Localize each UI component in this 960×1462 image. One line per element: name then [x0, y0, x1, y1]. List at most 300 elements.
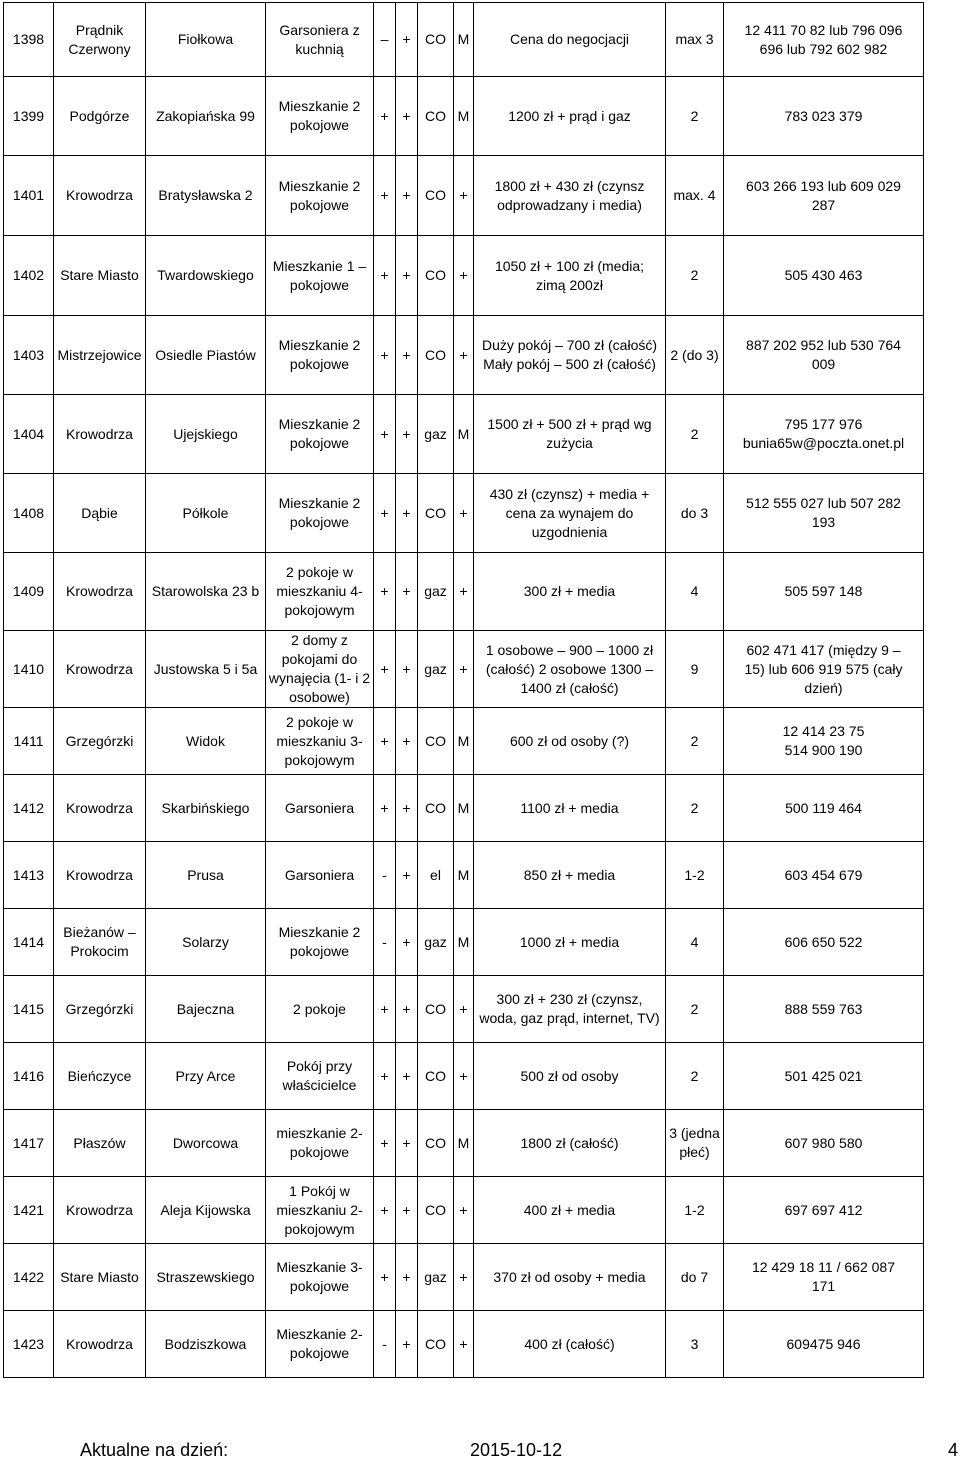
cell-listing-id: 1411 [4, 708, 54, 775]
cell-line: 602 471 417 (między 9 – [746, 641, 901, 658]
cell-mark-1: + [374, 631, 396, 708]
cell-mark-1: + [374, 976, 396, 1043]
cell-line: pokojowe [289, 1345, 350, 1361]
cell-mark-3: + [454, 1043, 474, 1110]
cell-heating: gaz [418, 1244, 454, 1311]
cell-street: Twardowskiego [146, 236, 266, 316]
cell-mark-2: + [396, 3, 418, 77]
listings-table-body [4, 3, 924, 1378]
table-row [4, 775, 924, 842]
cell-line: pokojami do [281, 651, 358, 667]
cell-mark-1: + [374, 236, 396, 316]
cell-line: pokojowym [284, 751, 355, 768]
cell-listing-id: 1421 [4, 1177, 54, 1244]
cell-line: 696 lub 792 602 982 [759, 40, 888, 57]
cell-mark-1: + [374, 474, 396, 553]
cell-line: 512 555 027 lub 507 282 [746, 495, 901, 511]
cell-mark-1: + [374, 395, 396, 474]
cell-line: płeć) [679, 1144, 710, 1160]
cell-line: mieszkaniu 4- [276, 583, 363, 599]
cell-street: Straszewskiego [146, 1244, 266, 1311]
cell-line: zimą 200zł [536, 276, 603, 293]
cell-property-type [266, 3, 374, 77]
cell-mark-3: M [454, 395, 474, 474]
cell-street: Aleja Kijowska [146, 1177, 266, 1244]
table-row [4, 316, 924, 395]
cell-district: Krowodrza [54, 775, 146, 842]
cell-listing-id: 1399 [4, 77, 54, 156]
cell-mark-1: + [374, 553, 396, 631]
cell-street: Półkole [146, 474, 266, 553]
cell-district: Krowodrza [54, 395, 146, 474]
cell-line: 300 zł + 230 zł (czynsz, [496, 991, 643, 1007]
cell-mark-1: - [374, 842, 396, 909]
cell-contact: 505 430 463 [724, 236, 924, 316]
cell-property-type [266, 1177, 374, 1244]
cell-line: Pokój przy [286, 1058, 353, 1074]
cell-mark-3: + [454, 156, 474, 236]
cell-line: Czerwony [68, 40, 131, 57]
cell-price [474, 976, 666, 1043]
cell-line: 2 pokoje w [286, 713, 353, 730]
cell-occupants: do 7 [666, 1244, 724, 1311]
cell-price: 600 zł od osoby (?) [474, 708, 666, 775]
cell-line: pokojowe [289, 1278, 350, 1294]
table-row [4, 395, 924, 474]
cell-listing-id: 1410 [4, 631, 54, 708]
cell-line: 12 411 70 82 lub 796 096 [744, 21, 903, 38]
cell-mark-3: + [454, 316, 474, 395]
cell-mark-3: + [454, 236, 474, 316]
cell-occupants: 2 [666, 236, 724, 316]
cell-property-type [266, 1244, 374, 1311]
cell-line: wynajęcia (1- i 2 [268, 670, 371, 686]
cell-property-type [266, 1311, 374, 1378]
cell-line: pokojowe [289, 276, 350, 293]
cell-heating: CO [418, 1177, 454, 1244]
cell-line: Mieszkanie 2 [278, 924, 361, 940]
cell-contact: 607 980 580 [724, 1110, 924, 1177]
cell-heating: el [418, 842, 454, 909]
cell-line: 1 osobowe – 900 – 1000 zł [485, 641, 654, 658]
cell-line: Prokocim [70, 943, 129, 959]
cell-property-type [266, 395, 374, 474]
cell-street: Bodziszkowa [146, 1311, 266, 1378]
cell-occupants: 2 [666, 708, 724, 775]
table-row [4, 631, 924, 708]
cell-contact: 783 023 379 [724, 77, 924, 156]
cell-mark-1: - [374, 1311, 396, 1378]
cell-occupants: 4 [666, 553, 724, 631]
cell-mark-1: + [374, 708, 396, 775]
cell-property-type: Garsoniera [266, 842, 374, 909]
cell-line: 2 pokoje w [286, 564, 353, 580]
cell-contact: 609475 946 [724, 1311, 924, 1378]
cell-line: Prądnik [75, 21, 124, 38]
cell-contact: 888 559 763 [724, 976, 924, 1043]
cell-street: Solarzy [146, 909, 266, 976]
cell-mark-3: + [454, 631, 474, 708]
cell-heating: CO [418, 775, 454, 842]
table-row [4, 976, 924, 1043]
cell-heating: gaz [418, 909, 454, 976]
cell-heating: CO [418, 3, 454, 77]
cell-price [474, 236, 666, 316]
cell-line: Mieszkanie 2- [276, 1326, 363, 1342]
cell-contact [724, 3, 924, 77]
cell-line: pokojowe [289, 356, 350, 372]
cell-contact [724, 156, 924, 236]
cell-property-type [266, 77, 374, 156]
cell-line: Mieszkanie 2 [278, 177, 361, 194]
cell-price: 850 zł + media [474, 842, 666, 909]
cell-line: 1500 zł + 500 zł + prąd wg [487, 416, 652, 432]
cell-price: Cena do negocjacji [474, 3, 666, 77]
cell-line: 1800 zł + 430 zł (czynsz [494, 177, 645, 194]
cell-district [54, 3, 146, 77]
cell-price: 1200 zł + prąd i gaz [474, 77, 666, 156]
table-row [4, 77, 924, 156]
cell-price [474, 474, 666, 553]
cell-district: Płaszów [54, 1110, 146, 1177]
cell-price: 400 zł + media [474, 1177, 666, 1244]
cell-mark-3: + [454, 1244, 474, 1311]
cell-listing-id: 1415 [4, 976, 54, 1043]
cell-mark-2: + [396, 775, 418, 842]
cell-property-type [266, 909, 374, 976]
cell-mark-3: M [454, 77, 474, 156]
cell-mark-3: + [454, 474, 474, 553]
cell-line: pokojowym [284, 1220, 355, 1237]
cell-heating: CO [418, 976, 454, 1043]
cell-mark-2: + [396, 1110, 418, 1177]
cell-line: 15) lub 606 919 575 (cały [744, 660, 903, 677]
table-row [4, 1110, 924, 1177]
cell-occupants: 2 [666, 77, 724, 156]
cell-street: Przy Arce [146, 1043, 266, 1110]
cell-heating: CO [418, 1311, 454, 1378]
cell-district [54, 909, 146, 976]
cell-line: pokojowe [289, 943, 350, 959]
cell-mark-1: + [374, 1043, 396, 1110]
cell-property-type [266, 708, 374, 775]
cell-contact: 697 697 412 [724, 1177, 924, 1244]
cell-heating: CO [418, 316, 454, 395]
cell-street: Fiołkowa [146, 3, 266, 77]
cell-price [474, 316, 666, 395]
cell-line: 287 [811, 196, 836, 213]
cell-district: Krowodrza [54, 156, 146, 236]
cell-mark-1: - [374, 909, 396, 976]
cell-line: kuchnią [295, 40, 344, 57]
cell-street: Ujejskiego [146, 395, 266, 474]
cell-line: pokojowe [289, 196, 350, 213]
cell-contact [724, 708, 924, 775]
page-number: 4 [948, 1440, 959, 1460]
page-footer [0, 1440, 960, 1462]
cell-mark-2: + [396, 1311, 418, 1378]
cell-line: Mieszkanie 2 [278, 98, 361, 114]
cell-line: 171 [811, 1278, 836, 1294]
cell-price: 1800 zł (całość) [474, 1110, 666, 1177]
cell-occupants: 2 [666, 395, 724, 474]
cell-listing-id: 1403 [4, 316, 54, 395]
cell-mark-2: + [396, 553, 418, 631]
cell-district: Grzegórzki [54, 976, 146, 1043]
cell-listing-id: 1401 [4, 156, 54, 236]
cell-street: Widok [146, 708, 266, 775]
cell-line: dzień) [804, 679, 843, 696]
cell-contact: 606 650 522 [724, 909, 924, 976]
cell-mark-3: + [454, 553, 474, 631]
table-row [4, 236, 924, 316]
footer-date: 2015-10-12 [470, 1440, 563, 1460]
cell-line: 795 177 976 [784, 416, 863, 432]
cell-line: odprowadzany i media) [497, 196, 642, 213]
cell-property-type: 2 pokoje [266, 976, 374, 1043]
cell-heating: CO [418, 236, 454, 316]
cell-line: pokojowe [289, 435, 350, 451]
cell-district: Stare Miasto [54, 1244, 146, 1311]
cell-mark-1: + [374, 1110, 396, 1177]
cell-mark-3: M [454, 842, 474, 909]
cell-street: Prusa [146, 842, 266, 909]
cell-line: mieszkaniu 3- [276, 732, 363, 749]
cell-mark-2: + [396, 708, 418, 775]
cell-heating: gaz [418, 631, 454, 708]
cell-line: 430 zł (czynsz) + media + [489, 485, 650, 502]
cell-mark-1: + [374, 1177, 396, 1244]
cell-district: Krowodrza [54, 631, 146, 708]
cell-line: zużycia [546, 435, 593, 451]
cell-line: Mieszkanie 2 [278, 337, 361, 353]
cell-mark-3: M [454, 708, 474, 775]
cell-listing-id: 1414 [4, 909, 54, 976]
cell-line: 603 266 193 lub 609 029 [746, 177, 901, 194]
cell-occupants: 4 [666, 909, 724, 976]
cell-mark-2: + [396, 395, 418, 474]
cell-property-type [266, 553, 374, 631]
cell-price [474, 395, 666, 474]
cell-district: Stare Miasto [54, 236, 146, 316]
cell-line: bunia65w@poczta.onet.pl [742, 435, 905, 451]
cell-line: woda, gaz prąd, internet, TV) [479, 1010, 660, 1026]
cell-line: 12 429 18 11 / 662 087 [752, 1259, 895, 1275]
cell-property-type [266, 631, 374, 708]
cell-mark-2: + [396, 842, 418, 909]
cell-price: 400 zł (całość) [474, 1311, 666, 1378]
cell-listing-id: 1398 [4, 3, 54, 77]
cell-street: Zakopiańska 99 [146, 77, 266, 156]
cell-occupants: 2 [666, 1043, 724, 1110]
cell-mark-2: + [396, 77, 418, 156]
cell-line: Mały pokój – 500 zł (całość) [483, 356, 656, 372]
cell-contact [724, 395, 924, 474]
cell-mark-1: + [374, 316, 396, 395]
table-row [4, 1043, 924, 1110]
cell-mark-2: + [396, 631, 418, 708]
cell-line: mieszkaniu 2- [276, 1201, 363, 1218]
cell-mark-1: + [374, 775, 396, 842]
cell-line: 1 Pokój w [289, 1182, 350, 1199]
cell-mark-3: + [454, 1177, 474, 1244]
cell-property-type [266, 1043, 374, 1110]
cell-listing-id: 1409 [4, 553, 54, 631]
cell-mark-3: M [454, 909, 474, 976]
cell-mark-2: + [396, 1177, 418, 1244]
cell-occupants: 1-2 [666, 842, 724, 909]
cell-line: pokojowym [284, 602, 355, 618]
cell-street: Osiedle Piastów [146, 316, 266, 395]
cell-occupants: 3 [666, 1311, 724, 1378]
cell-district: Bieńczyce [54, 1043, 146, 1110]
cell-price: 1100 zł + media [474, 775, 666, 842]
cell-listing-id: 1404 [4, 395, 54, 474]
cell-price [474, 631, 666, 708]
cell-district: Krowodrza [54, 553, 146, 631]
cell-mark-3: M [454, 775, 474, 842]
cell-listing-id: 1422 [4, 1244, 54, 1311]
table-row [4, 3, 924, 77]
cell-price: 500 zł od osoby [474, 1043, 666, 1110]
cell-heating: CO [418, 1043, 454, 1110]
cell-mark-3: M [454, 1110, 474, 1177]
cell-price: 370 zł od osoby + media [474, 1244, 666, 1311]
cell-occupants: 2 [666, 976, 724, 1043]
cell-mark-2: + [396, 474, 418, 553]
cell-street: Bajeczna [146, 976, 266, 1043]
cell-mark-2: + [396, 1043, 418, 1110]
cell-line: właścicielce [282, 1077, 357, 1093]
cell-price [474, 156, 666, 236]
cell-contact [724, 474, 924, 553]
cell-mark-3: + [454, 1311, 474, 1378]
cell-property-type [266, 474, 374, 553]
cell-line: 12 414 23 75 [782, 723, 865, 739]
cell-heating: CO [418, 156, 454, 236]
cell-line: Mieszkanie 2 [278, 495, 361, 511]
cell-occupants: 9 [666, 631, 724, 708]
table-row [4, 1177, 924, 1244]
cell-heating: CO [418, 474, 454, 553]
cell-heating: CO [418, 708, 454, 775]
cell-price: 300 zł + media [474, 553, 666, 631]
cell-property-type [266, 236, 374, 316]
cell-mark-2: + [396, 156, 418, 236]
cell-line: Garsoniera z [279, 21, 360, 38]
cell-line: pokojowe [289, 1144, 350, 1160]
cell-occupants: max 3 [666, 3, 724, 77]
cell-listing-id: 1416 [4, 1043, 54, 1110]
cell-mark-3: + [454, 976, 474, 1043]
listings-table [3, 2, 924, 1378]
cell-mark-2: + [396, 1244, 418, 1311]
cell-line: 009 [811, 356, 836, 372]
cell-mark-3: M [454, 3, 474, 77]
table-row [4, 474, 924, 553]
cell-mark-2: + [396, 236, 418, 316]
cell-occupants: 2 (do 3) [666, 316, 724, 395]
cell-contact: 501 425 021 [724, 1043, 924, 1110]
table-row [4, 842, 924, 909]
cell-contact [724, 1244, 924, 1311]
cell-mark-1: – [374, 3, 396, 77]
cell-mark-1: + [374, 1244, 396, 1311]
cell-listing-id: 1413 [4, 842, 54, 909]
cell-line: mieszkanie 2- [276, 1125, 363, 1141]
cell-district: Krowodrza [54, 1177, 146, 1244]
cell-listing-id: 1417 [4, 1110, 54, 1177]
cell-heating: gaz [418, 395, 454, 474]
cell-line: 2 domy z [291, 632, 348, 648]
table-row [4, 909, 924, 976]
cell-line: Duży pokój – 700 zł (całość) [481, 337, 658, 353]
cell-line: cena za wynajem do [505, 504, 634, 521]
cell-listing-id: 1423 [4, 1311, 54, 1378]
cell-mark-1: + [374, 156, 396, 236]
cell-district: Podgórze [54, 77, 146, 156]
cell-line: 887 202 952 lub 530 764 [746, 337, 901, 353]
cell-property-type: Garsoniera [266, 775, 374, 842]
cell-line: 193 [811, 514, 836, 530]
cell-contact: 505 597 148 [724, 553, 924, 631]
cell-contact: 603 454 679 [724, 842, 924, 909]
cell-district: Mistrzejowice [54, 316, 146, 395]
cell-heating: CO [418, 1110, 454, 1177]
cell-price: 1000 zł + media [474, 909, 666, 976]
cell-property-type [266, 1110, 374, 1177]
cell-street: Starowolska 23 b [146, 553, 266, 631]
footer-label: Aktualne na dzień: [80, 1440, 229, 1460]
cell-occupants: 2 [666, 775, 724, 842]
cell-district: Dąbie [54, 474, 146, 553]
cell-line: 1400 zł (całość) [520, 679, 619, 696]
cell-line: (całość) 2 osobowe 1300 – [485, 660, 654, 677]
cell-contact: 500 119 464 [724, 775, 924, 842]
cell-district: Krowodrza [54, 1311, 146, 1378]
cell-listing-id: 1412 [4, 775, 54, 842]
cell-mark-2: + [396, 316, 418, 395]
cell-heating: gaz [418, 553, 454, 631]
table-row [4, 1311, 924, 1378]
cell-street: Dworcowa [146, 1110, 266, 1177]
cell-line: osobowe) [289, 689, 350, 705]
table-row [4, 553, 924, 631]
cell-occupants: 1-2 [666, 1177, 724, 1244]
cell-line: 514 900 190 [784, 742, 863, 758]
cell-occupants: do 3 [666, 474, 724, 553]
cell-district: Krowodrza [54, 842, 146, 909]
cell-mark-1: + [374, 77, 396, 156]
cell-street: Skarbińskiego [146, 775, 266, 842]
cell-line: Mieszkanie 2 [278, 416, 361, 432]
cell-line: Bieżanów – [63, 924, 136, 940]
table-row [4, 156, 924, 236]
cell-line: 3 (jedna [669, 1125, 720, 1141]
cell-district: Grzegórzki [54, 708, 146, 775]
cell-heating: CO [418, 77, 454, 156]
cell-listing-id: 1402 [4, 236, 54, 316]
cell-property-type [266, 316, 374, 395]
cell-contact [724, 316, 924, 395]
table-row [4, 708, 924, 775]
cell-listing-id: 1408 [4, 474, 54, 553]
cell-occupants [666, 1110, 724, 1177]
cell-line: pokojowe [289, 117, 350, 133]
cell-mark-2: + [396, 909, 418, 976]
cell-line: uzgodnienia [531, 523, 608, 540]
cell-street: Justowska 5 i 5a [146, 631, 266, 708]
